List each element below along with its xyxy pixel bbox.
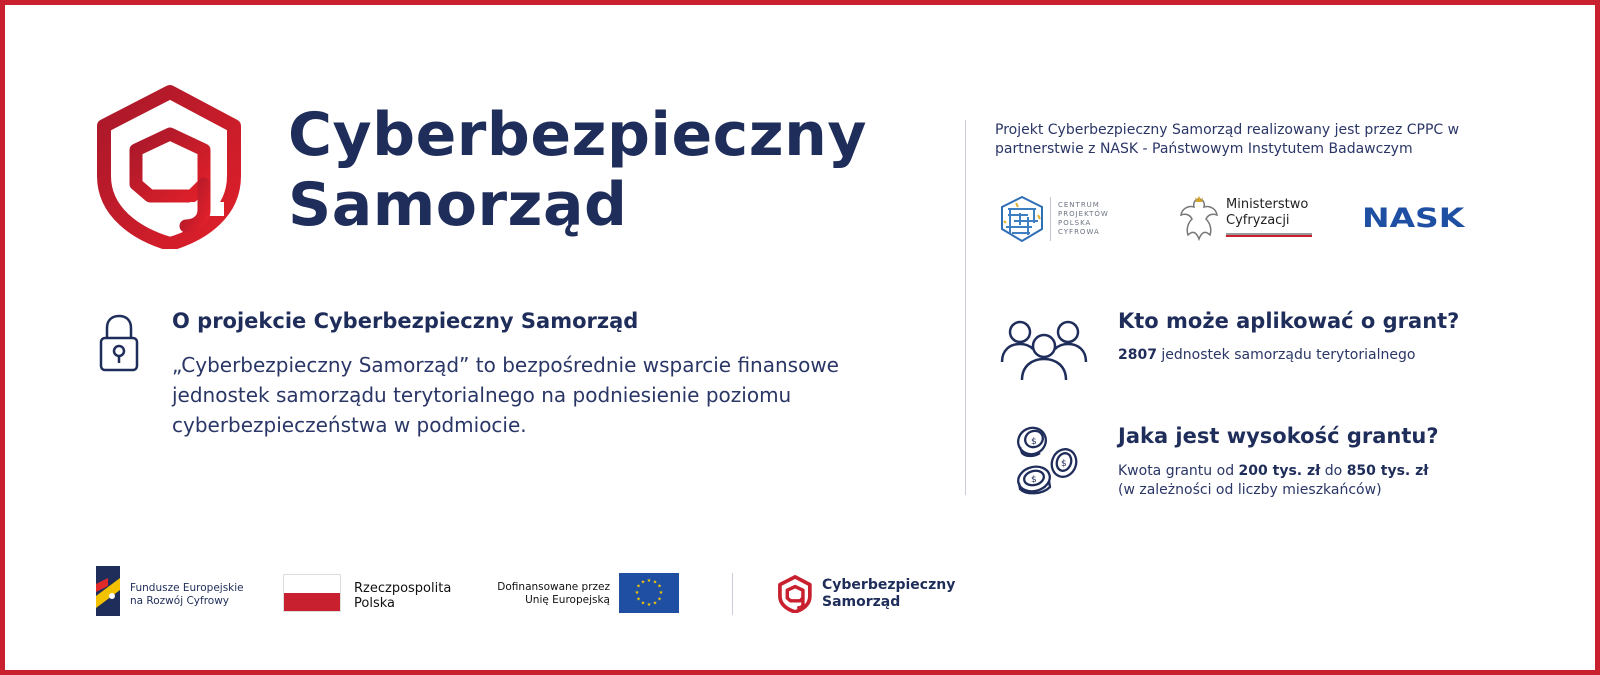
partners-intro: Projekt Cyberbezpieczny Samorząd realizowany jest przez CPPC w partnerstwie z NASK - Państwowym Instytutem Badawczym	[995, 122, 1460, 157]
grant-max: 850 tys. zł	[1346, 463, 1429, 479]
svg-text:$: $	[1061, 459, 1067, 469]
svg-text:★: ★	[658, 590, 664, 596]
grant-note: (w zależności od liczby mieszkańców)	[1118, 482, 1382, 498]
who-text	[1118, 346, 1415, 365]
svg-text:★: ★	[636, 583, 641, 590]
eu-flag-icon	[619, 573, 679, 613]
cppc-maze-icon	[998, 195, 1046, 243]
who-count: 2807	[1118, 347, 1157, 363]
nask-logo: NASK	[1362, 203, 1465, 234]
eu-text: Dofinansowane przez Unię Europejską	[497, 581, 610, 606]
cs-small-logo-text: Cyberbezpieczny Samorząd	[822, 577, 956, 610]
page-title: Cyberbezpieczny Samorząd	[288, 100, 867, 240]
who-heading: Kto może aplikować o grant?	[1118, 309, 1460, 333]
cppc-name: CENTRUM PROJEKTÓW POLSKA CYFROWA	[1058, 201, 1109, 236]
svg-text:★: ★	[657, 583, 662, 590]
ministry-name: Ministerstwo Cyfryzacji	[1226, 197, 1309, 228]
vertical-divider	[965, 120, 966, 495]
polish-eagle-icon	[1178, 195, 1220, 243]
svg-text:★: ★	[634, 590, 640, 596]
padlock-icon	[98, 314, 140, 372]
coins-icon	[1012, 425, 1084, 500]
svg-text:★: ★	[652, 579, 658, 586]
footer-divider	[732, 573, 733, 615]
about-heading: O projekcie Cyberbezpieczny Samorząd	[172, 309, 639, 333]
svg-text:★: ★	[640, 579, 646, 586]
svg-text:★: ★	[646, 578, 652, 584]
people-group-icon	[998, 318, 1090, 382]
rp-text: Rzeczpospolita Polska	[354, 581, 452, 611]
svg-text:★: ★	[657, 596, 662, 603]
fe-text: Fundusze Europejskie na Rozwój Cyfrowy	[130, 582, 244, 607]
grant-min: 200 tys. zł	[1238, 463, 1321, 479]
about-text: „Cyberbezpieczny Samorząd” to bezpośrednie wsparcie finansowe jednostek samorządu terytorialnego na podniesienie poziomu cyberbezpieczeństwa w podmiocie.	[172, 353, 839, 437]
who-description: jednostek samorządu terytorialnego	[1156, 347, 1416, 363]
shield-at-icon	[92, 84, 247, 249]
svg-text:★: ★	[640, 600, 646, 607]
svg-text:★: ★	[646, 602, 652, 608]
fe-logo-icon	[96, 566, 126, 616]
polish-flag-icon	[283, 574, 341, 612]
ministry-logo	[1178, 195, 1328, 245]
svg-text:$: $	[1031, 475, 1037, 485]
cppc-logo	[998, 195, 1148, 245]
grant-amount: Kwota grantu od 200 tys. zł do 850 tys. zł	[1118, 463, 1429, 479]
grant-heading: Jaka jest wysokość grantu?	[1118, 424, 1439, 448]
svg-text:$: $	[1031, 437, 1037, 447]
svg-text:★: ★	[636, 596, 641, 603]
svg-text:★: ★	[652, 600, 658, 607]
shield-at-icon-small	[777, 575, 813, 613]
